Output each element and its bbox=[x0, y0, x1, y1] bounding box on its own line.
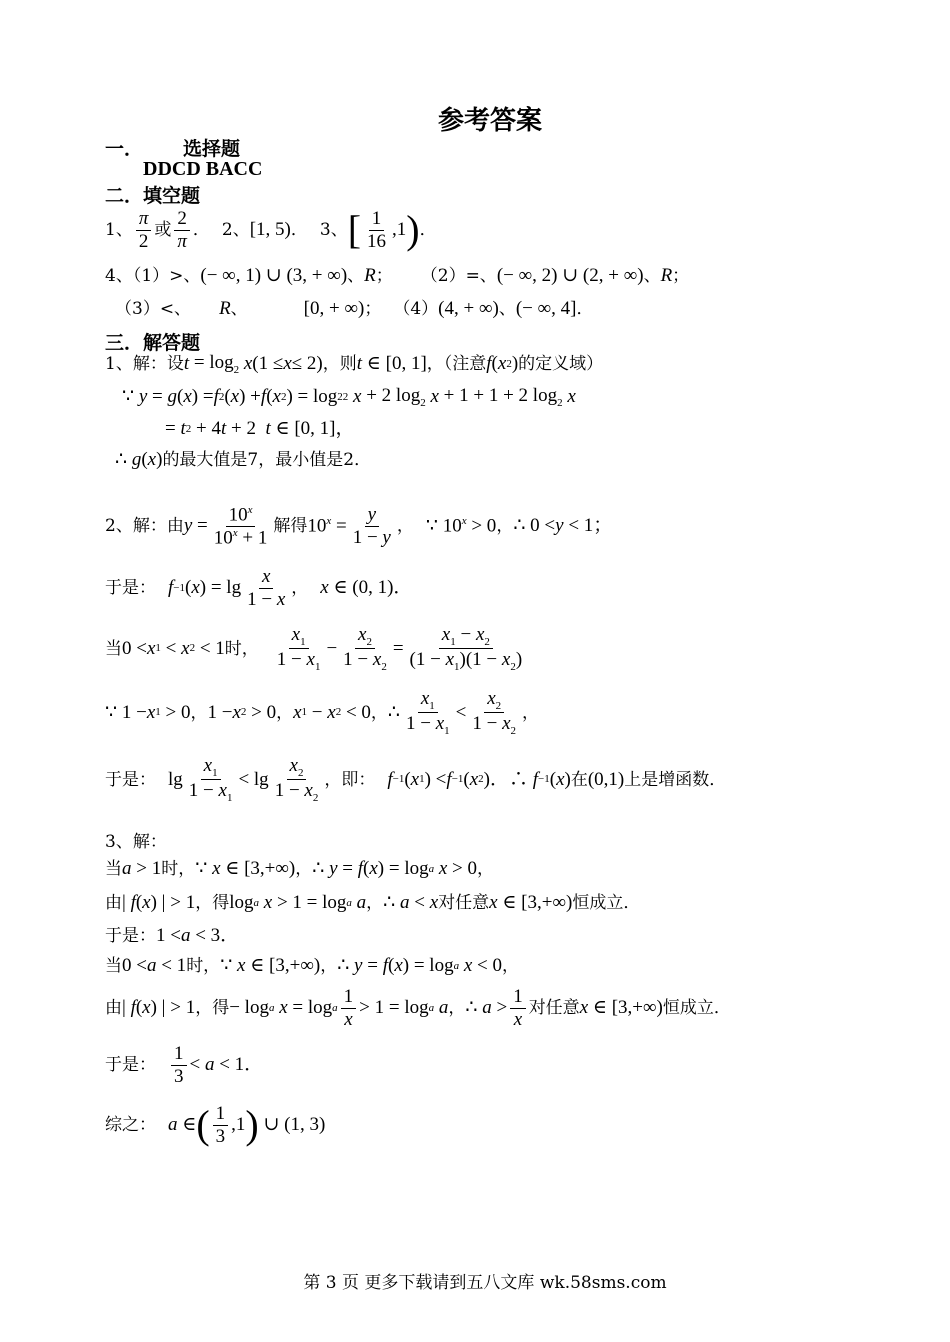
p3-line-5: 当 0 < a < 1 时， ∵ x ∈ [3,+∞) ， ∴ y = f ( x ) = log a x < 0 ， bbox=[105, 955, 519, 977]
p2-line-2: 于是： f −1 ( x ) = lg $\frac{x}{1 - x}$ ， x ∈ (0, 1)． bbox=[105, 566, 413, 610]
p3-line-1: 3、解： bbox=[105, 832, 167, 852]
p2-line-5: 于是： lg $\frac{x_1}{1 - x_1}$ < lg $\frac{x_2}{1 - x_2}$ ，即： f −1 ( x 1 ) < f −1 ( x 2 )．∴ f −1 ( x ) 在 (0,1) 上是增函数． bbox=[105, 755, 727, 805]
section-label-3: 三．解答题 bbox=[105, 332, 201, 354]
p3-line-2: 当 a > 1 时， ∵ x ∈ [3,+∞) ， ∴ y = f ( x ) = log a x > 0 ， bbox=[105, 858, 495, 880]
section-label-1: 一． bbox=[105, 138, 144, 160]
page-title: 参考答案 bbox=[437, 106, 542, 136]
p2-line-3: 当 0 < x 1 < x 2 < 1 时， $\frac{x_1}{1 - x_1}$ − $\frac{x_2}{1 - x_2}$ = $\frac{x_1 - x_2}{(1 - x_1)(1 - x_2)}$ bbox=[105, 624, 523, 674]
section-title-1: 选择题 bbox=[183, 138, 241, 160]
choice-answers: DDCD BACC bbox=[143, 158, 263, 180]
p3-line-6: 由 | f ( x ) | > 1 ，得 − log a x = log a $\frac{1}{x}$ > 1 = log a a ， ∴ a > $\frac{1}{x}$ 对任意 x ∈ [3,+∞) 恒成立． bbox=[105, 986, 731, 1030]
fill-line-1: 1、 $\frac{\pi}{2}$ 或 $\frac{2}{\pi}$ ． 2、 [1, 5) ． 3、 [ $\frac{1}{16}$ ,1 ) ． bbox=[105, 207, 437, 252]
fill-line-2: 4、（1）>、 (− ∞, 1) ∪ (3, + ∞) 、 R ； （2）=、 (− ∞, 2) ∪ (2, + ∞) 、 R ； bbox=[105, 265, 690, 287]
p1-line-4: ∴ g ( x ) 的最大值是7，最小值是2． bbox=[115, 449, 372, 471]
p1-line-3: = t 2 + 4 t + 2 t ∈ [0, 1]， bbox=[165, 418, 355, 439]
p3-line-4: 于是： 1 < a < 3． bbox=[105, 925, 240, 947]
fill-line-3: （3）<、 R 、 [0, + ∞) ； （4） (4, + ∞) 、 (− ∞, 4] ． bbox=[115, 298, 594, 320]
page-footer: 第 3 页 更多下载请到五八文库 wk.58sms.com bbox=[303, 1273, 667, 1293]
p2-line-1: 2、解：由 y = $\frac{10^x}{10^x + 1}$ 解得 $10^x$ = $\frac{y}{1 - y}$ ， ∵ $10^x > 0$ ， ∴ 0 < y < 1； bbox=[105, 504, 613, 549]
p3-line-8: 综之： a ∈ ( $\frac{1}{3}$ ,1 ) ∪ (1, 3) bbox=[105, 1102, 326, 1147]
p3-line-7: 于是： $\frac{1}{3}$ < a < 1． bbox=[105, 1043, 264, 1087]
p3-line-3: 由 | f ( x ) | > 1 ，得 log a x > 1 = log a a ， ∴ a < x 对任意 x ∈ [3,+∞) 恒成立． bbox=[105, 892, 641, 914]
p2-line-4: ∵ 1 − x 1 > 0 ， 1 − x 2 > 0 ， x 1 − x 2 < 0 ， ∴ $\frac{x_1}{1 - x_1}$ < $\frac{x_2}{1 - x_2}$ ， bbox=[105, 688, 540, 738]
p1-line-2: ∵ y = g ( x ) = f 2 ( x ) + f ( x 2 ) = log 2 2 x + 2 $\log_2$ x + 1 + 1 + 2 $\log_2$ x bbox=[122, 385, 576, 409]
p1-line-1: 1、解：设 t = $\log_2$ x (1 ≤ x ≤ 2) ，则 t ∈ [0, 1] ，（注意 f ( x 2 ) 的定义域） bbox=[105, 352, 604, 376]
section-label-2: 二．填空题 bbox=[105, 185, 201, 207]
